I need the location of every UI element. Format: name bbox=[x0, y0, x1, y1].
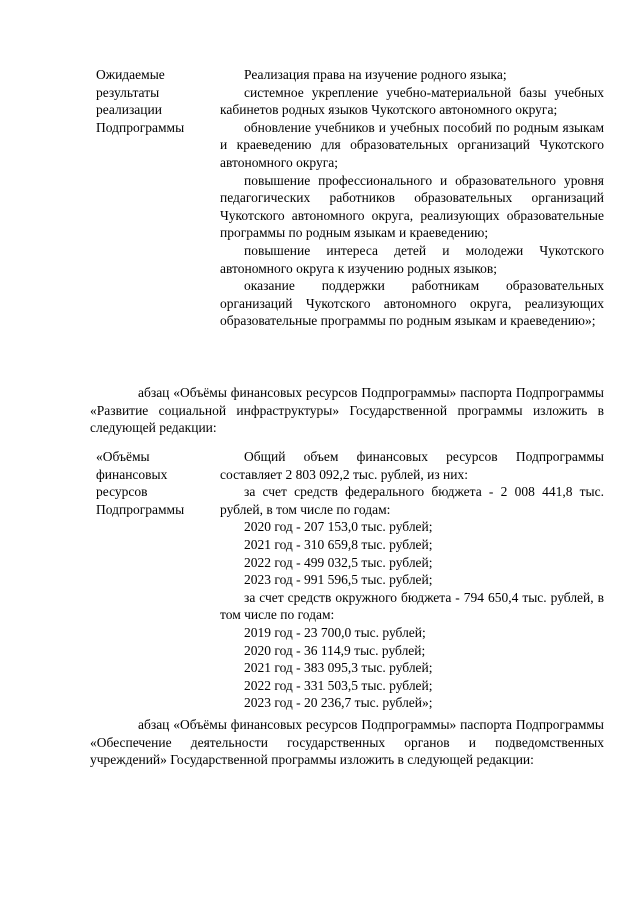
label-line: реализации bbox=[96, 102, 162, 118]
district-year-line: 2022 год - 331 503,5 тыс. рублей; bbox=[244, 677, 433, 693]
financing-label bbox=[96, 448, 216, 518]
financing-content bbox=[220, 448, 604, 712]
expected-results-label bbox=[96, 66, 216, 136]
financing-intro: Общий объем финансовых ресурсов Подпрограммы составляет 2 803 092,2 тыс. рублей, из них: bbox=[220, 449, 604, 482]
district-year-line: 2019 год - 23 700,0 тыс. рублей; bbox=[244, 624, 426, 640]
result-item: системное укрепление учебно-материальной базы учебных кабинетов родных языков Чукотского автономного округа; bbox=[220, 84, 604, 118]
district-budget-intro: за счет средств окружного бюджета - 794 650,4 тыс. рублей, в том числе по годам: bbox=[220, 589, 604, 623]
district-year-line: 2020 год - 36 114,9 тыс. рублей; bbox=[244, 642, 426, 658]
result-item: оказание поддержки работникам образовательных организаций Чукотского автономного округа, реализующих образовательные программы по родным языкам и краеведению»; bbox=[220, 278, 604, 329]
result-item: Реализация права на изучение родного языка; bbox=[244, 67, 507, 82]
expected-results-content bbox=[220, 66, 604, 330]
amendment-paragraph-1: абзац «Объёмы финансовых ресурсов Подпрограммы» паспорта Подпрограммы «Развитие социальной инфраструктуры» Государственной программы изложить в следующей редакции: bbox=[90, 385, 604, 436]
label-line: Ожидаемые bbox=[96, 67, 165, 82]
federal-year-line: 2022 год - 499 032,5 тыс. рублей; bbox=[244, 554, 433, 570]
result-item: повышение интереса детей и молодежи Чукотского автономного округа к изучению родных языков; bbox=[220, 242, 604, 276]
district-year-line: 2023 год - 20 236,7 тыс. рублей»; bbox=[244, 695, 433, 711]
federal-year-line: 2021 год - 310 659,8 тыс. рублей; bbox=[244, 536, 433, 552]
federal-year-line: 2020 год - 207 153,0 тыс. рублей; bbox=[244, 519, 433, 535]
label-line: результаты bbox=[96, 84, 160, 100]
district-year-line: 2021 год - 383 095,3 тыс. рублей; bbox=[244, 660, 433, 676]
label-line: «Объёмы bbox=[96, 449, 150, 464]
result-item: обновление учебников и учебных пособий по родным языкам и краеведению для образовательных организаций Чукотского автономного округа; bbox=[220, 119, 604, 170]
label-line: Подпрограммы bbox=[96, 501, 185, 517]
label-line: Подпрограммы bbox=[96, 119, 185, 135]
label-line: ресурсов bbox=[96, 484, 148, 500]
result-item: повышение профессионального и образовательного уровня педагогических работников образовательных организаций Чукотского автономного округа, реализующих образовательные программы по родным языкам и краеведению; bbox=[220, 172, 604, 241]
amendment-paragraph-2: абзац «Объёмы финансовых ресурсов Подпрограммы» паспорта Подпрограммы «Обеспечение деятельности государственных органов и подведомственных учреждений» Государственной программы изложить в следующей редакции: bbox=[90, 717, 604, 768]
label-line: финансовых bbox=[96, 466, 168, 482]
federal-budget-intro: за счет средств федерального бюджета - 2 008 441,8 тыс. рублей, в том числе по годам: bbox=[220, 484, 604, 517]
federal-year-line: 2023 год - 991 596,5 тыс. рублей; bbox=[244, 572, 433, 588]
